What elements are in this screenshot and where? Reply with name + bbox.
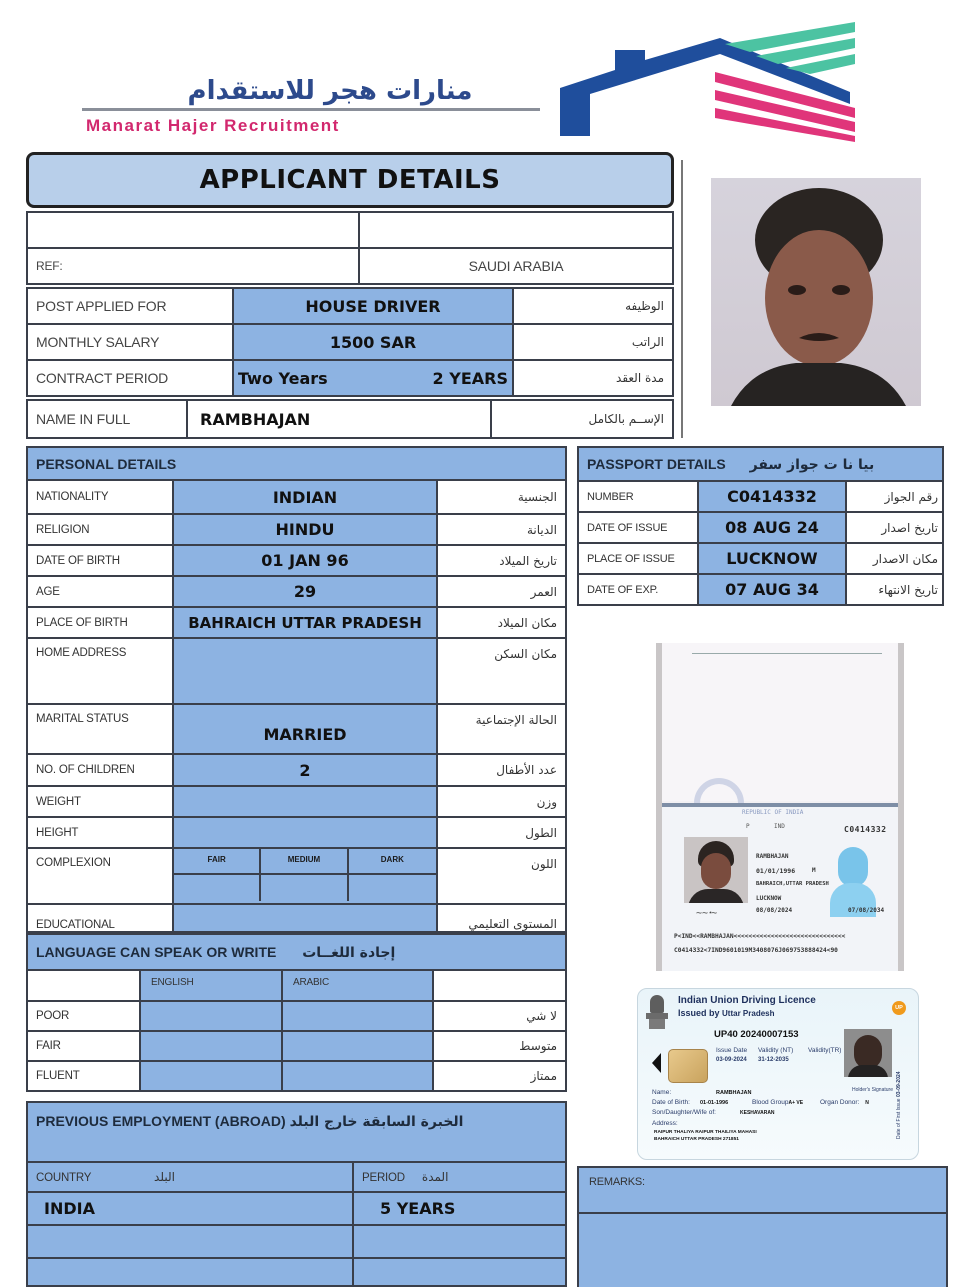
- passport-title-ar: بيا نا ت جواز سفر: [749, 456, 875, 473]
- col-country: [27, 1162, 353, 1192]
- language-row: [27, 1031, 566, 1061]
- personal-row: [27, 754, 566, 786]
- age-label: AGE: [27, 576, 173, 607]
- arabic-fair-cell[interactable]: [282, 1031, 433, 1061]
- contract-period-text: Two Years: [238, 368, 328, 388]
- passport-number-label: NUMBER: [578, 481, 698, 512]
- col-arabic: ARABIC: [282, 970, 433, 1001]
- passport-signature-icon: ~~ꞏ~: [696, 908, 718, 919]
- place-of-birth-value: BAHRAICH UTTAR PRADESH: [173, 607, 437, 638]
- dl-title: Indian Union Driving Licence: [678, 995, 816, 1006]
- nationality-label-ar: الجنسية: [437, 480, 566, 514]
- language-title-ar: إجادة اللغــات: [302, 944, 396, 961]
- religion-label: RELIGION: [27, 514, 173, 545]
- ref-table: [26, 211, 674, 285]
- job-table: [26, 287, 674, 397]
- dl-issued-by-label: Issued by: [678, 1008, 720, 1018]
- religion-label-ar: الديانة: [437, 514, 566, 545]
- language-header: [27, 934, 566, 970]
- col-country-label-ar: البلد: [154, 1170, 175, 1184]
- personal-row: [27, 786, 566, 817]
- dl-validity-tr-label: Validity(TR): [808, 1047, 842, 1054]
- education-label: EDUCATIONAL: [27, 904, 173, 932]
- dl-organ-donor: [820, 1099, 869, 1106]
- complexion-dark-check[interactable]: [349, 875, 436, 901]
- company-name-arabic: منارات هجر للاستقدام: [187, 76, 473, 106]
- page-title-box: [26, 152, 674, 208]
- height-value: [173, 817, 437, 848]
- dl-chip-icon: [668, 1049, 708, 1083]
- dl-dob-label: Date of Birth:: [652, 1099, 690, 1106]
- weight-label-ar: وزن: [437, 786, 566, 817]
- level-fair-ar: متوسط: [433, 1031, 566, 1061]
- dob-label: DATE OF BIRTH: [27, 545, 173, 576]
- complexion-options: [173, 848, 437, 904]
- emblem-watermark-icon: [694, 778, 744, 806]
- personal-row: [27, 704, 566, 754]
- complexion-label-ar: اللون: [437, 848, 566, 904]
- personal-row: [27, 545, 566, 576]
- col-period-label: PERIOD: [362, 1172, 405, 1184]
- employment-country: [27, 1225, 353, 1258]
- remarks-box: [577, 1166, 948, 1287]
- company-name-english: Manarat Hajer Recruitment: [86, 116, 340, 135]
- weight-value: [173, 786, 437, 817]
- complexion-fair-check[interactable]: [174, 875, 261, 901]
- dl-address-label: Address:: [652, 1120, 678, 1127]
- passport-row: [578, 574, 943, 605]
- job-row: [27, 324, 673, 360]
- dl-donor-label: Organ Donor:: [820, 1099, 860, 1106]
- dl-issued-by-value: Uttar Pradesh: [722, 1009, 775, 1018]
- remarks-label: REMARKS:: [589, 1176, 645, 1188]
- job-value: [233, 360, 513, 396]
- job-row: [27, 288, 673, 324]
- language-row: [27, 1061, 566, 1091]
- passport-title: PASSPORT DETAILS: [587, 455, 726, 472]
- company-logo: [80, 18, 870, 143]
- level-fluent: FLUENT: [27, 1061, 140, 1091]
- dl-first-issue-value: 03-09-2024: [896, 1071, 902, 1098]
- name-value: RAMBHAJAN: [187, 400, 491, 438]
- arabic-fluent-cell[interactable]: [282, 1061, 433, 1091]
- home-address-label-ar: مكان السكن: [437, 638, 566, 704]
- height-label-ar: الطول: [437, 817, 566, 848]
- personal-row: [27, 514, 566, 545]
- passport-holder-photo: [684, 837, 748, 903]
- passport-details-header: [578, 447, 943, 481]
- job-label: MONTHLY SALARY: [27, 324, 233, 360]
- arabic-poor-cell[interactable]: [282, 1001, 433, 1031]
- blank-cell: [27, 212, 359, 248]
- nationality-label: NATIONALITY: [27, 480, 173, 514]
- dl-dob: 01-01-1996: [700, 1100, 729, 1106]
- job-label: POST APPLIED FOR: [27, 288, 233, 324]
- person-silhouette-icon: [711, 178, 921, 406]
- passport-row: [578, 481, 943, 512]
- dl-address-line2: BAHRAICH UTTAR PRADESH 271851: [654, 1137, 739, 1142]
- english-poor-cell[interactable]: [140, 1001, 282, 1031]
- passport-issue-date: 08/08/2024: [756, 907, 793, 914]
- blank-cell: [359, 212, 673, 248]
- children-value: 2: [173, 754, 437, 786]
- language-table: [26, 933, 567, 1092]
- english-fluent-cell[interactable]: [140, 1061, 282, 1091]
- dl-name: RAMBHAJAN: [716, 1090, 752, 1096]
- col-period-label-ar: المدة: [421, 1170, 449, 1184]
- dl-address-line1: RAIPUR THALIYA RAIPUR THAILIYA MAHASI: [654, 1130, 757, 1135]
- issue-date-value: 08 AUG 24: [698, 512, 846, 543]
- level-poor: POOR: [27, 1001, 140, 1031]
- page-title: APPLICANT DETAILS: [199, 165, 501, 195]
- passport-row: [578, 512, 943, 543]
- personal-row: [27, 480, 566, 514]
- post-applied-value: HOUSE DRIVER: [305, 296, 441, 316]
- dl-name-label: Name:: [652, 1089, 672, 1096]
- employment-period: [353, 1258, 566, 1286]
- passport-data-page: [662, 807, 898, 971]
- level-fluent-ar: ممتاز: [433, 1061, 566, 1091]
- language-row: [27, 1001, 566, 1031]
- place-of-issue-label-ar: مكان الاصدار: [846, 543, 943, 574]
- dl-blood-label: Blood Group: [752, 1099, 789, 1106]
- col-english: ENGLISH: [140, 970, 282, 1001]
- passport-details-table: [577, 446, 944, 606]
- col-country-label: COUNTRY: [36, 1172, 92, 1184]
- home-address-value: [173, 638, 437, 704]
- job-value: [233, 288, 513, 324]
- applicant-photo: [711, 178, 921, 406]
- passport-republic: REPUBLIC OF INDIA: [742, 809, 804, 816]
- blank-cell: [27, 970, 140, 1001]
- passport-mrz-line2: C0414332<7IND9601019M3408076J069753888424<90: [674, 947, 838, 954]
- dl-relation-label: Son/Daughter/Wife of:: [652, 1109, 716, 1116]
- marital-status-label-ar: الحالة الإجتماعية: [437, 704, 566, 754]
- personal-row: [27, 607, 566, 638]
- passport-number-value: C0414332: [698, 481, 846, 512]
- dob-value: 01 JAN 96: [173, 545, 437, 576]
- complexion-dark[interactable]: DARK: [349, 849, 436, 875]
- personal-row: [27, 576, 566, 607]
- expiry-date-label: DATE OF EXP.: [578, 574, 698, 605]
- remarks-input[interactable]: [579, 1214, 946, 1287]
- dl-blood-group: [752, 1099, 803, 1106]
- employment-country: [27, 1258, 353, 1286]
- job-label-ar: الوظيفه: [513, 288, 673, 324]
- ref-label: REF:: [27, 248, 359, 284]
- place-of-issue-value: LUCKNOW: [698, 543, 846, 574]
- logo-underline: [82, 108, 540, 111]
- dl-donor-value: N: [865, 1100, 869, 1106]
- issue-date-label: DATE OF ISSUE: [578, 512, 698, 543]
- complexion-medium-check[interactable]: [261, 875, 348, 901]
- dl-first-issue: [896, 1071, 902, 1139]
- driving-licence-card: [637, 988, 919, 1160]
- dl-arrow-icon: [652, 1053, 661, 1073]
- passport-dob: 01/01/1996: [756, 867, 796, 875]
- dl-first-issue-label: Date of First Issue: [896, 1098, 902, 1139]
- contract-period-years: 2 YEARS: [432, 368, 508, 388]
- expiry-date-label-ar: تاريخ الانتهاء: [846, 574, 943, 605]
- complexion-medium[interactable]: MEDIUM: [261, 849, 348, 875]
- level-fair: FAIR: [27, 1031, 140, 1061]
- dl-blood-value: A+ VE: [788, 1100, 804, 1106]
- passport-scan-number: C0414332: [844, 825, 887, 834]
- job-label-ar: مدة العقد: [513, 360, 673, 396]
- religion-value: HINDU: [173, 514, 437, 545]
- job-label-ar: الراتب: [513, 324, 673, 360]
- job-label: CONTRACT PERIOD: [27, 360, 233, 396]
- dl-number: UP40 20240007153: [714, 1029, 799, 1040]
- dl-issue-date-label: Issue Date: [716, 1047, 748, 1054]
- place-of-birth-label: PLACE OF BIRTH: [27, 607, 173, 638]
- col-period: [353, 1162, 566, 1192]
- dl-validity-nt: 31-12-2035: [758, 1057, 789, 1063]
- nationality-value: INDIAN: [173, 480, 437, 514]
- divider-line: [681, 160, 683, 438]
- blank-cell: [433, 970, 566, 1001]
- children-label-ar: عدد الأطفال: [437, 754, 566, 786]
- name-label-ar: الإســم بالكامل: [491, 400, 673, 438]
- personal-row: [27, 817, 566, 848]
- employment-row: [27, 1192, 566, 1225]
- education-row: [27, 904, 566, 932]
- dl-issue-date: 03-09-2024: [716, 1057, 747, 1063]
- children-label: NO. OF CHILDREN: [27, 754, 173, 786]
- passport-type: P: [746, 823, 750, 830]
- marital-status-label: MARITAL STATUS: [27, 704, 173, 754]
- emblem-icon: [646, 995, 668, 1029]
- employment-header: [27, 1102, 566, 1162]
- employment-row: [27, 1225, 566, 1258]
- dl-relation: KESHAVARAN: [740, 1110, 775, 1116]
- employment-title-ar: الخبرة السابقة خارج البلد: [289, 1114, 464, 1130]
- complexion-label: COMPLEXION: [27, 848, 173, 904]
- marital-status-value: MARRIED: [173, 704, 437, 754]
- house-logo-icon: [560, 18, 860, 143]
- language-title: LANGUAGE CAN SPEAK OR WRITE: [36, 943, 277, 960]
- employment-table: [26, 1101, 567, 1287]
- personal-details-table: [26, 446, 567, 933]
- passport-surname: RAMBHAJAN: [756, 853, 789, 860]
- passport-place-of-issue: LUCKNOW: [756, 895, 782, 902]
- height-label: HEIGHT: [27, 817, 173, 848]
- passport-place-of-birth: BAHRAICH,UTTAR PRADESH: [756, 881, 829, 887]
- salary-value: 1500 SAR: [329, 332, 417, 352]
- age-value: 29: [173, 576, 437, 607]
- education-label-ar: المستوى التعليمي: [437, 904, 566, 932]
- passport-row: [578, 543, 943, 574]
- issue-date-label-ar: تاريخ اصدار: [846, 512, 943, 543]
- complexion-fair[interactable]: FAIR: [174, 849, 261, 875]
- dl-validity-nt-label: Validity (NT): [758, 1047, 794, 1054]
- job-row: [27, 360, 673, 396]
- name-table: [26, 399, 674, 439]
- employment-period: [353, 1225, 566, 1258]
- education-value: [173, 904, 437, 932]
- personal-row: [27, 638, 566, 704]
- home-address-label: HOME ADDRESS: [27, 638, 173, 704]
- job-value: [233, 324, 513, 360]
- name-label: NAME IN FULL: [27, 400, 187, 438]
- passport-sex: M: [812, 867, 816, 874]
- level-poor-ar: لا شي: [433, 1001, 566, 1031]
- complexion-row: [27, 848, 566, 904]
- place-of-issue-label: PLACE OF ISSUE: [578, 543, 698, 574]
- ref-country: SAUDI ARABIA: [359, 248, 673, 284]
- passport-code: IND: [774, 823, 785, 830]
- expiry-date-value: 07 AUG 34: [698, 574, 846, 605]
- age-label-ar: العمر: [437, 576, 566, 607]
- personal-details-header: PERSONAL DETAILS: [27, 447, 566, 480]
- dl-signature-label: Holder's Signature: [852, 1087, 893, 1093]
- employment-period: 5 YEARS: [353, 1192, 566, 1225]
- dl-issued-by: [678, 1008, 775, 1018]
- employment-title: PREVIOUS EMPLOYMENT (ABROAD): [36, 1113, 286, 1129]
- dl-holder-photo: [844, 1029, 892, 1077]
- place-of-birth-label-ar: مكان الميلاد: [437, 607, 566, 638]
- passport-mrz-line1: P<IND<<RAMBHAJAN<<<<<<<<<<<<<<<<<<<<<<<<<<<<<<: [674, 933, 846, 940]
- passport-expiry-date: 07/08/2034: [848, 907, 885, 914]
- dl-state-badge: UP: [892, 1001, 906, 1015]
- passport-scan-image: [656, 643, 904, 971]
- employment-row: [27, 1258, 566, 1286]
- english-fair-cell[interactable]: [140, 1031, 282, 1061]
- passport-number-label-ar: رقم الجواز: [846, 481, 943, 512]
- weight-label: WEIGHT: [27, 786, 173, 817]
- dob-label-ar: تاريخ الميلاد: [437, 545, 566, 576]
- employment-country: INDIA: [27, 1192, 353, 1225]
- passport-top-page: [662, 643, 898, 801]
